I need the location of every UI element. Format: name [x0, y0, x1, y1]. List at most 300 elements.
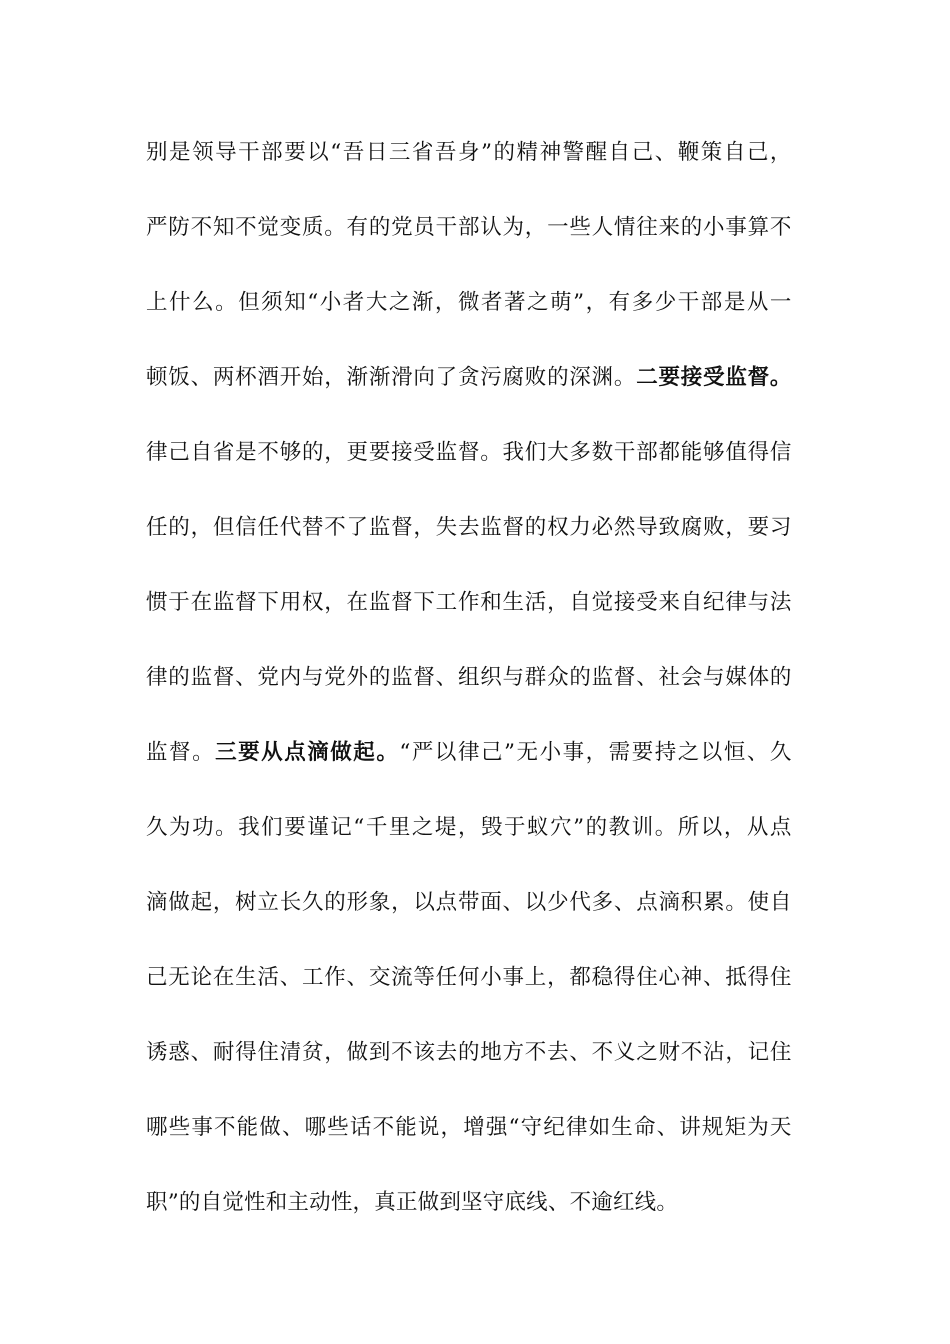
text-char: 大	[365, 290, 388, 315]
text-char: 污	[480, 365, 502, 390]
text-char: 神	[539, 140, 562, 165]
text-char: 讲	[679, 1115, 701, 1140]
text-char: 的	[569, 665, 592, 690]
text-char: 些	[168, 1115, 191, 1140]
text-char: 动	[309, 1190, 331, 1215]
text-char: 带	[457, 890, 480, 915]
text-char: 上	[524, 965, 547, 990]
text-char: 导	[215, 140, 237, 165]
text-char: 然	[613, 515, 636, 540]
text-char: 知	[284, 290, 306, 315]
text-char: “	[353, 815, 365, 840]
text-char: 替	[301, 515, 324, 540]
text-char: 深	[569, 365, 592, 390]
text-char: 生	[611, 1115, 633, 1140]
text-char: 生	[502, 590, 525, 615]
text-char: 党	[391, 215, 413, 240]
text-char: 于	[504, 815, 526, 840]
text-line	[146, 433, 792, 473]
text-char: 三	[388, 140, 411, 165]
text-char: 一	[769, 290, 792, 315]
text-char: 失	[435, 515, 458, 540]
text-char: 恒	[723, 740, 746, 765]
text-char: 神	[680, 965, 703, 990]
bold-heading-char: 。	[376, 740, 399, 765]
text-char: ”	[573, 815, 585, 840]
text-char: 以	[413, 890, 436, 915]
text-char: 生	[235, 965, 257, 990]
text-char: 吾	[342, 140, 365, 165]
text-char: 群	[524, 665, 547, 690]
text-char: 律	[725, 590, 748, 615]
text-char: 多	[591, 890, 614, 915]
text-char: 论	[190, 965, 213, 990]
text-char: 些	[327, 1115, 349, 1140]
bold-heading-char: 三	[215, 740, 237, 765]
text-char: 什	[169, 290, 191, 315]
text-char: 我	[238, 815, 260, 840]
text-char: 警	[562, 140, 585, 165]
text-char: ，	[725, 1040, 748, 1065]
text-char: 得	[613, 965, 636, 990]
text-char: 地	[480, 1040, 502, 1065]
text-char: 事	[502, 965, 525, 990]
text-char: ，	[434, 290, 457, 315]
text-char: 、	[746, 740, 769, 765]
text-char: 有	[608, 290, 631, 315]
text-char: 立	[257, 890, 280, 915]
text-char: 些	[569, 215, 592, 240]
text-char: 来	[658, 215, 681, 240]
text-char: 够	[703, 440, 725, 465]
text-char: 惑	[168, 1040, 190, 1065]
text-line	[146, 208, 792, 248]
text-char: 须	[261, 290, 283, 315]
text-char: 、	[613, 890, 636, 915]
text-line	[146, 358, 792, 398]
text-char: 精	[516, 140, 539, 165]
text-line	[146, 733, 792, 773]
text-char: 事	[191, 1115, 214, 1140]
text-char: 酒	[257, 365, 280, 390]
text-char: 去	[547, 1040, 569, 1065]
text-char: 在	[190, 590, 213, 615]
text-char: 久	[769, 740, 792, 765]
text-char: 督	[235, 590, 257, 615]
text-char: 是	[169, 140, 191, 165]
text-char: 以	[700, 740, 723, 765]
text-char: 社	[658, 665, 681, 690]
bold-heading-char: 起	[353, 740, 375, 765]
text-char: 杯	[235, 365, 257, 390]
text-char: ，	[725, 515, 748, 540]
text-char: 的	[301, 440, 324, 465]
text-char: 使	[747, 890, 770, 915]
text-char: 腐	[502, 365, 525, 390]
text-char: 纪	[543, 1115, 566, 1140]
text-char: 要	[284, 815, 306, 840]
text-char: ，	[723, 815, 746, 840]
text-char: 训	[631, 815, 654, 840]
text-char: 无	[516, 740, 539, 765]
text-char: 起	[190, 890, 213, 915]
text-char: 力	[569, 515, 592, 540]
text-char: 党	[324, 665, 346, 690]
text-char: ，	[440, 1115, 463, 1140]
text-char: 诱	[146, 1040, 168, 1065]
text-char: 党	[257, 665, 280, 690]
text-char: 必	[591, 515, 614, 540]
text-char: 们	[524, 440, 547, 465]
text-char: 能	[395, 1115, 417, 1140]
text-char: 记	[330, 815, 352, 840]
text-char: 点	[769, 815, 792, 840]
text-char: 话	[349, 1115, 372, 1140]
text-char: 规	[701, 1115, 724, 1140]
text-char: 里	[388, 815, 411, 840]
text-char: 不	[324, 515, 346, 540]
text-line	[146, 883, 792, 923]
text-line	[146, 808, 792, 848]
text-char: 别	[146, 140, 168, 165]
text-char: 觉	[257, 215, 280, 240]
text-char: 的	[168, 665, 190, 690]
text-char: 体	[747, 665, 770, 690]
text-char: 监	[391, 665, 413, 690]
text-char: 去	[457, 515, 480, 540]
text-char: 开	[279, 365, 302, 390]
text-char: 身	[457, 140, 480, 165]
text-char: 。	[215, 815, 237, 840]
text-char: 做	[259, 1115, 281, 1140]
text-char: 日	[365, 140, 388, 165]
text-char: 哪	[146, 1115, 168, 1140]
text-char: 滴	[146, 890, 168, 915]
text-char: 下	[413, 590, 436, 615]
text-char: 、	[435, 665, 458, 690]
text-char: 在	[212, 965, 235, 990]
text-char: 之	[411, 815, 434, 840]
text-char: 觉	[222, 1190, 245, 1215]
text-char: 知	[212, 215, 235, 240]
text-char: 守	[520, 1115, 543, 1140]
text-char: 以	[307, 140, 329, 165]
text-char: 长	[279, 890, 302, 915]
text-char: 线	[634, 1190, 657, 1215]
bold-heading-char: 要	[238, 740, 260, 765]
text-char: 不	[769, 215, 792, 240]
text-char: 所	[677, 815, 700, 840]
text-char: 。	[324, 215, 346, 240]
text-char: 与	[747, 590, 770, 615]
text-char: 人	[591, 215, 614, 240]
text-char: 天	[769, 1115, 792, 1140]
text-char: 、	[235, 665, 257, 690]
text-char: 受	[636, 590, 658, 615]
text-char: 大	[547, 440, 569, 465]
text-char: 耐	[212, 1040, 235, 1065]
text-char: 的	[493, 140, 516, 165]
text-char: 坚	[461, 1190, 483, 1215]
text-char: ，	[769, 140, 792, 165]
text-char: 作	[324, 965, 346, 990]
text-char: 为	[169, 815, 191, 840]
text-char: 贫	[301, 1040, 324, 1065]
text-char: 纪	[703, 590, 725, 615]
text-char: 等	[413, 965, 436, 990]
text-char: 情	[613, 215, 636, 240]
text-char: 够	[279, 440, 302, 465]
text-char: 么	[192, 290, 214, 315]
bold-heading-char: 。	[769, 365, 792, 390]
text-char: 督	[391, 590, 413, 615]
text-char: 干	[613, 440, 636, 465]
text-char: 策	[700, 140, 723, 165]
text-char: 住	[257, 1040, 280, 1065]
text-char: 贪	[457, 365, 480, 390]
text-char: 严	[146, 215, 168, 240]
text-char: “	[330, 140, 342, 165]
text-char: 向	[413, 365, 436, 390]
text-char: 滴	[658, 890, 681, 915]
text-char: 能	[236, 1115, 259, 1140]
text-char: 与	[703, 665, 725, 690]
text-char: 权	[301, 590, 324, 615]
text-char: 两	[212, 365, 235, 390]
bold-heading-char: 从	[261, 740, 283, 765]
text-char: 致	[658, 515, 681, 540]
text-char: 法	[769, 590, 792, 615]
text-char: 干	[435, 215, 458, 240]
text-char: 顿	[146, 365, 168, 390]
text-char: 从	[746, 290, 769, 315]
text-char: 吾	[434, 140, 457, 165]
text-char: 自	[680, 590, 703, 615]
text-char: 自	[608, 140, 631, 165]
text-char: “	[508, 1115, 520, 1140]
text-char: 觉	[591, 590, 614, 615]
text-char: 渐	[368, 365, 391, 390]
text-char: 饭	[168, 365, 190, 390]
text-char: ，	[212, 890, 235, 915]
text-char: 、	[281, 1115, 304, 1140]
text-char: 千	[365, 815, 388, 840]
text-char: ，	[324, 590, 346, 615]
text-char: 一	[547, 215, 569, 240]
bold-heading-char: 点	[284, 740, 306, 765]
text-char: 不	[680, 1040, 703, 1065]
text-char: 变	[279, 215, 302, 240]
text-char: 。	[654, 815, 677, 840]
text-char: 记	[747, 1040, 770, 1065]
text-char: 少	[654, 290, 677, 315]
text-char: 到	[439, 1190, 462, 1215]
text-char: 干	[677, 290, 700, 315]
text-char: 要	[747, 515, 770, 540]
text-char: 己	[480, 740, 503, 765]
text-char: 败	[524, 365, 547, 390]
text-char: 久	[301, 890, 324, 915]
text-char: 自	[769, 890, 792, 915]
text-char: 信	[769, 440, 792, 465]
text-char: 守	[482, 1190, 505, 1215]
text-char: 防	[168, 215, 190, 240]
text-char: 小	[480, 965, 502, 990]
text-char: 督	[212, 665, 235, 690]
text-char: 到	[368, 1040, 391, 1065]
text-char: 。	[725, 890, 748, 915]
text-char: 无	[168, 965, 190, 990]
text-char: ”	[573, 290, 585, 315]
text-char: 会	[680, 665, 703, 690]
text-char: 要	[631, 740, 654, 765]
text-char: 为	[502, 215, 525, 240]
text-char: ，	[547, 590, 569, 615]
text-char: 底	[504, 1190, 527, 1215]
text-char: 渐	[411, 290, 434, 315]
text-char: 了	[435, 365, 458, 390]
text-char: 线	[526, 1190, 548, 1215]
text-char: 不	[213, 1115, 236, 1140]
text-char: 功	[192, 815, 214, 840]
text-char: 众	[547, 665, 569, 690]
text-char: 律	[457, 740, 480, 765]
text-char: 事	[725, 215, 748, 240]
text-char: 腐	[680, 515, 703, 540]
text-char: 权	[547, 515, 569, 540]
text-char: 外	[346, 665, 369, 690]
text-char: 监	[368, 515, 391, 540]
text-char: 的	[680, 215, 703, 240]
text-char: 上	[146, 290, 168, 315]
text-char: 流	[391, 965, 413, 990]
text-char: ，	[457, 815, 480, 840]
text-char: 与	[502, 665, 525, 690]
text-char: 小	[539, 740, 562, 765]
text-char: 员	[413, 215, 436, 240]
text-char: 多	[569, 440, 592, 465]
text-char: 始	[301, 365, 324, 390]
text-char: 来	[658, 590, 681, 615]
text-line	[146, 958, 792, 998]
text-char: 律	[146, 665, 168, 690]
text-char: 持	[654, 740, 677, 765]
text-char: 。	[656, 1190, 679, 1215]
text-char: 做	[168, 890, 190, 915]
text-char: 小	[703, 215, 725, 240]
text-char: 下	[257, 590, 280, 615]
text-char: 小	[319, 290, 342, 315]
text-char: 性	[330, 1190, 353, 1215]
text-char: 和	[480, 590, 502, 615]
text-char: 活	[257, 965, 280, 990]
text-char: “	[399, 740, 411, 765]
text-char: 律	[146, 440, 168, 465]
text-char: ，	[391, 890, 413, 915]
text-char: 。	[215, 290, 237, 315]
text-char: 红	[612, 1190, 635, 1215]
text-char: 数	[591, 440, 614, 465]
text-line	[146, 1033, 792, 1073]
text-char: 监	[368, 590, 391, 615]
text-char: 逾	[591, 1190, 613, 1215]
text-char: 久	[146, 815, 168, 840]
bold-heading-char: 督	[747, 365, 770, 390]
text-char: 了	[346, 515, 369, 540]
text-char: 败	[703, 515, 725, 540]
text-char: 任	[146, 515, 168, 540]
text-char: 点	[636, 890, 658, 915]
text-char: 清	[279, 1040, 302, 1065]
text-char: 从	[746, 815, 769, 840]
text-char: ，	[190, 515, 213, 540]
text-char: 。	[613, 365, 636, 390]
text-char: ”	[480, 140, 493, 165]
text-char: 财	[658, 1040, 681, 1065]
text-char: 的	[585, 815, 608, 840]
text-char: 代	[279, 515, 302, 540]
text-char: 堤	[434, 815, 457, 840]
text-char: ”	[504, 740, 516, 765]
text-char: 己	[168, 440, 190, 465]
text-char: 微	[457, 290, 480, 315]
text-char: 但	[212, 515, 235, 540]
text-char: 多	[631, 290, 654, 315]
text-char: 严	[411, 740, 434, 765]
text-char: 方	[502, 1040, 525, 1065]
text-char: 内	[279, 665, 302, 690]
text-char: 不	[257, 440, 280, 465]
text-char: ，	[413, 515, 436, 540]
text-char: 要	[284, 140, 306, 165]
text-char: 强	[485, 1115, 508, 1140]
text-char: 接	[391, 440, 413, 465]
text-char: 形	[346, 890, 369, 915]
text-char: 的	[547, 365, 569, 390]
bold-heading-char: 做	[330, 740, 352, 765]
text-char: 部	[636, 440, 658, 465]
bold-heading-char: 受	[703, 365, 725, 390]
text-char: 之	[388, 290, 411, 315]
text-line	[146, 283, 792, 323]
text-char: 增	[463, 1115, 485, 1140]
text-line	[146, 1108, 792, 1148]
text-char: 之	[636, 1040, 658, 1065]
text-char: 有	[346, 215, 369, 240]
text-char: 树	[235, 890, 257, 915]
text-char: 接	[613, 590, 636, 615]
text-char: ，	[585, 290, 608, 315]
text-char: 主	[287, 1190, 310, 1215]
text-char: 惯	[146, 590, 168, 615]
text-char: 要	[368, 440, 391, 465]
text-char: 穴	[550, 815, 572, 840]
text-char: 、	[279, 965, 302, 990]
text-char: 、	[190, 1040, 213, 1065]
text-char: 命	[633, 1115, 656, 1140]
text-char: 督	[502, 515, 525, 540]
text-char: 受	[413, 440, 436, 465]
text-char: 稳	[591, 965, 614, 990]
text-char: 作	[457, 590, 480, 615]
text-char: 工	[301, 965, 324, 990]
text-char: 的	[769, 665, 792, 690]
text-char: 组	[457, 665, 480, 690]
text-char: 算	[747, 215, 770, 240]
text-char: 监	[146, 740, 168, 765]
text-char: 毁	[480, 815, 503, 840]
text-line	[146, 658, 792, 698]
